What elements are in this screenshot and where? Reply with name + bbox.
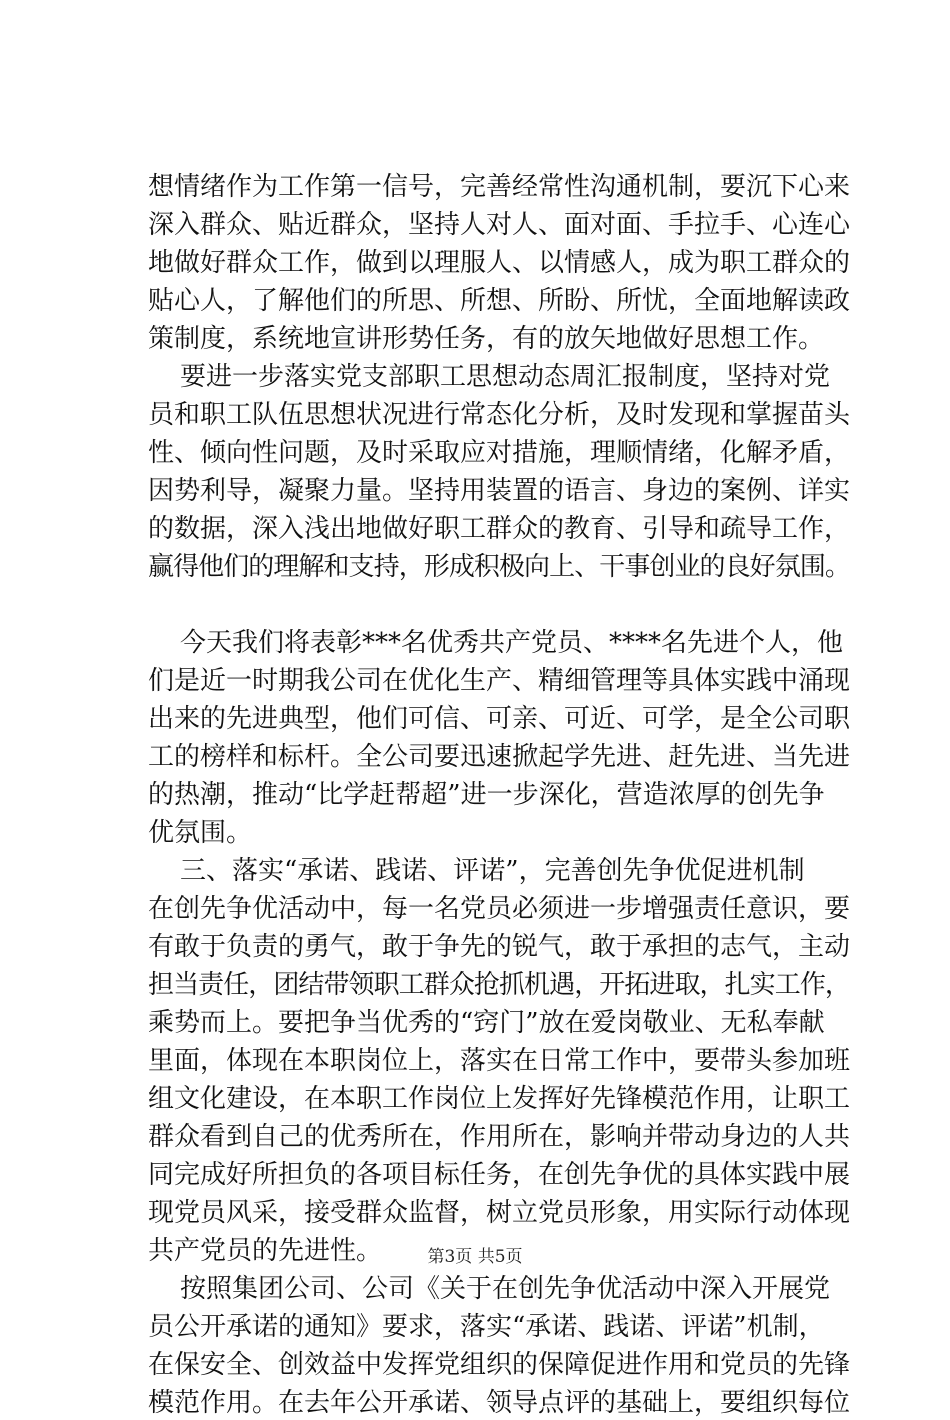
text-line: 群众看到自己的优秀所在，作用所在，影响并带动身边的人共 [148, 1122, 851, 1152]
text-line: 们是近一时期我公司在优化生产、精细管理等具体实践中涌现 [148, 666, 851, 696]
text-line: 模范作用。在去年公开承诺、领导点评的基础上，要组织每位 [148, 1388, 851, 1418]
text-line: 出来的先进典型，他们可信、可亲、可近、可学，是全公司职 [148, 704, 851, 734]
text-line: 性、倾向性问题，及时采取应对措施，理顺情绪，化解矛盾， [148, 438, 851, 468]
text-line: 想情绪作为工作第一信号，完善经常性沟通机制，要沉下心来 [148, 172, 851, 202]
text-line: 员和职工队伍思想状况进行常态化分析，及时发现和掌握苗头 [148, 400, 851, 430]
text-line: 贴心人，了解他们的所思、所想、所盼、所忧，全面地解读政 [148, 286, 851, 316]
text-line: 要进一步落实党支部职工思想动态周汇报制度，坚持对党 [180, 362, 831, 392]
text-line: 今天我们将表彰***名优秀共产党员、****名先进个人，他 [180, 628, 844, 658]
text-line: 共产党员的先进性。 [148, 1236, 383, 1266]
text-line: 同完成好所担负的各项目标任务，在创先争优的具体实践中展 [148, 1160, 851, 1190]
text-line: 赢得他们的理解和支持，形成积极向上、干事创业的良好氛围。 [148, 552, 850, 582]
text-line: 按照集团公司、公司《关于在创先争优活动中深入开展党 [180, 1274, 831, 1304]
text-line: 在创先争优活动中，每一名党员必须进一步增强责任意识，要 [148, 894, 851, 924]
text-line: 担当责任，团结带领职工群众抢抓机遇，开拓进取，扎实工作， [148, 970, 850, 1000]
text-line: 有敢于负责的勇气，敢于争先的锐气，敢于承担的志气，主动 [148, 932, 851, 962]
page-number-footer: 第3页 共5页 [427, 1247, 523, 1267]
text-line: 现党员风采，接受群众监督，树立党员形象，用实际行动体现 [148, 1198, 851, 1228]
text-line: 里面，体现在本职岗位上，落实在日常工作中，要带头参加班 [148, 1046, 851, 1076]
text-line: 组文化建设，在本职工作岗位上发挥好先锋模范作用，让职工 [148, 1084, 851, 1114]
section-heading: 三、落实“承诺、践诺、评诺”，完善创先争优促进机制 [180, 856, 805, 886]
text-line: 工的榜样和标杆。全公司要迅速掀起学先进、赶先进、当先进 [148, 742, 851, 772]
text-line: 的数据，深入浅出地做好职工群众的教育、引导和疏导工作， [148, 514, 851, 544]
text-line: 深入群众、贴近群众，坚持人对人、面对面、手拉手、心连心 [148, 210, 851, 240]
text-line: 的热潮，推动“比学赶帮超”进一步深化，营造浓厚的创先争 [148, 780, 825, 810]
text-line: 员公开承诺的通知》要求，落实“承诺、践诺、评诺”机制， [148, 1312, 825, 1342]
text-line: 乘势而上。要把争当优秀的“窍门”放在爱岗敬业、无私奉献 [148, 1008, 825, 1038]
text-line: 优氛围。 [148, 818, 253, 848]
text-line: 地做好群众工作，做到以理服人、以情感人，成为职工群众的 [148, 248, 851, 278]
text-line: 策制度，系统地宣讲形势任务，有的放矢地做好思想工作。 [148, 324, 825, 354]
text-line: 在保安全、创效益中发挥党组织的保障促进作用和党员的先锋 [148, 1350, 851, 1380]
text-line: 因势利导，凝聚力量。坚持用装置的语言、身边的案例、详实 [148, 476, 851, 506]
